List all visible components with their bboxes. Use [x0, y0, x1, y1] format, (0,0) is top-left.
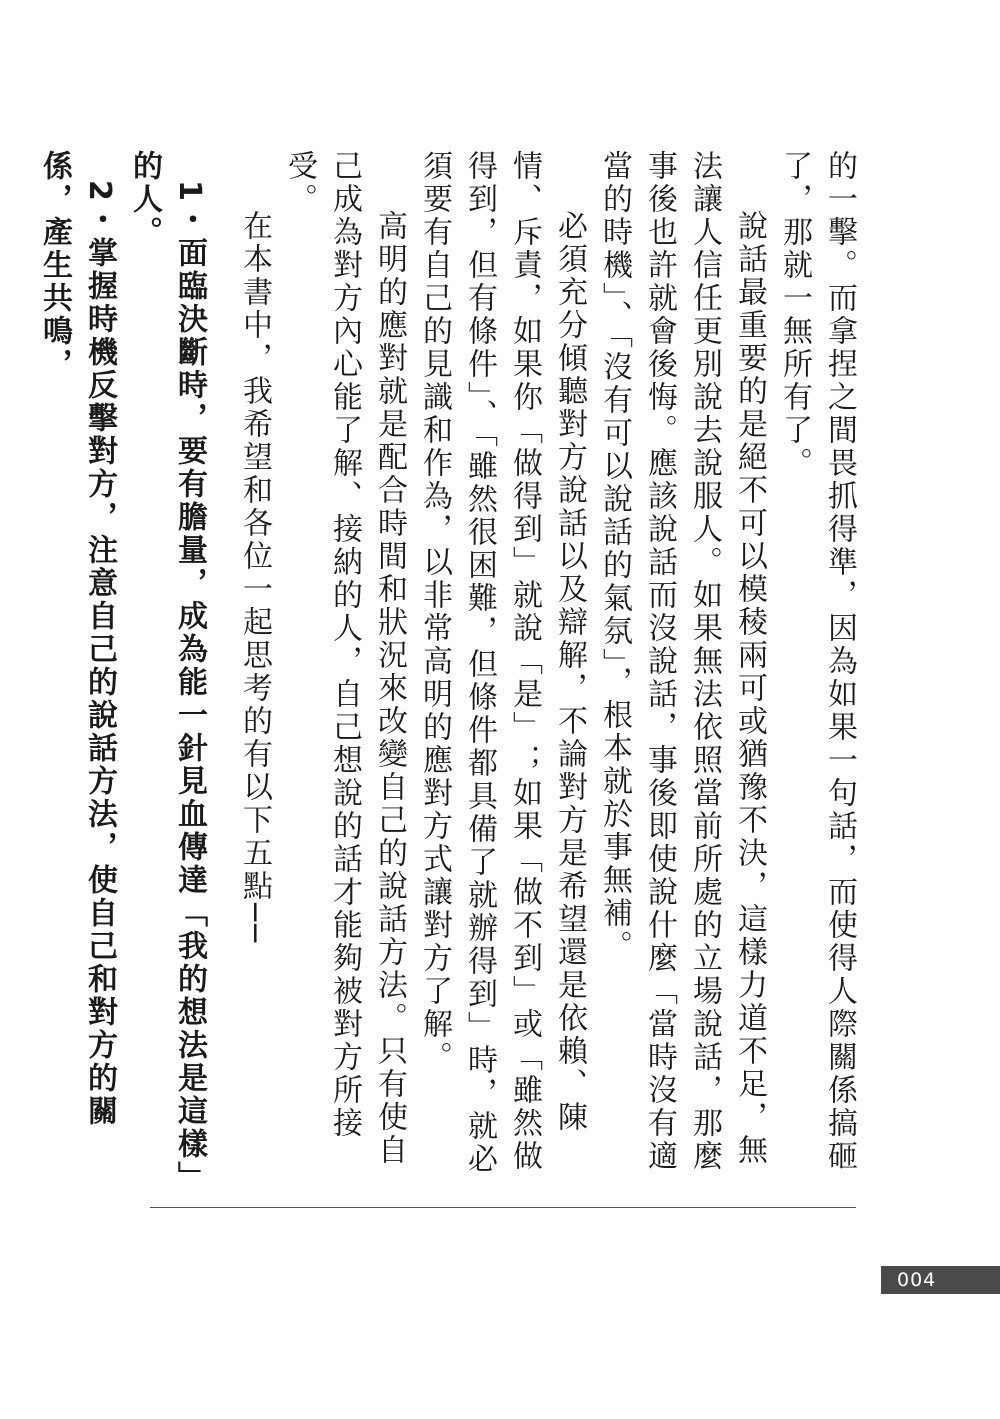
- paragraph: 在本書中，我希望和各位一起思考的有以下五點──: [237, 210, 272, 946]
- paragraph: 高明的應對就是配合時間和狀況來改變自己的說話方法。只有使自己成為對方內心能了解、接納的人，自己想說的話才能夠被對方所接受。: [282, 150, 407, 1167]
- vertical-body-text: [32, 150, 862, 1190]
- page-number-badge: 004: [881, 1266, 1000, 1294]
- list-item: 1・面臨決斷時，要有膽量，成為能一針見血傳達「我的想法是這樣」的人。: [127, 150, 207, 1179]
- paragraph-continuation: 的一擊。而拿捏之間畏抓得準，因為如果一句話，而使得人際關係搞砸了，那就一無所有了。: [777, 150, 857, 1173]
- footer-rule: [150, 1207, 856, 1208]
- paragraph: 必須充分傾聽對方說話以及辯解，不論對方是希望還是依賴、陳情、斥責，如果你「做得到」就說「是」；如果「做不到」或「雖然做得到，但有條件」、「雖然很困難，但條件都具備了就辦得到」時，就必須要有自己的見識和作為，以非常高明的應對方式讓對方了解。: [417, 150, 587, 1176]
- list-item: 2・掌握時機反擊對方，注意自己的說話方法，使自己和對方的關係，產生共鳴，: [37, 150, 117, 1128]
- paragraph: 說話最重要的是絕不可以模稜兩可或猶豫不決，這樣力道不足，無法讓人信任更別說去說服人。如果無法依照當前所處的立場說話，那麼事後也許就會後悔。應該說話而沒說話，事後即使說什麼「當時沒有適當的時機」、「沒有可以說話的氣氛」，根本就於事無補。: [597, 150, 767, 1173]
